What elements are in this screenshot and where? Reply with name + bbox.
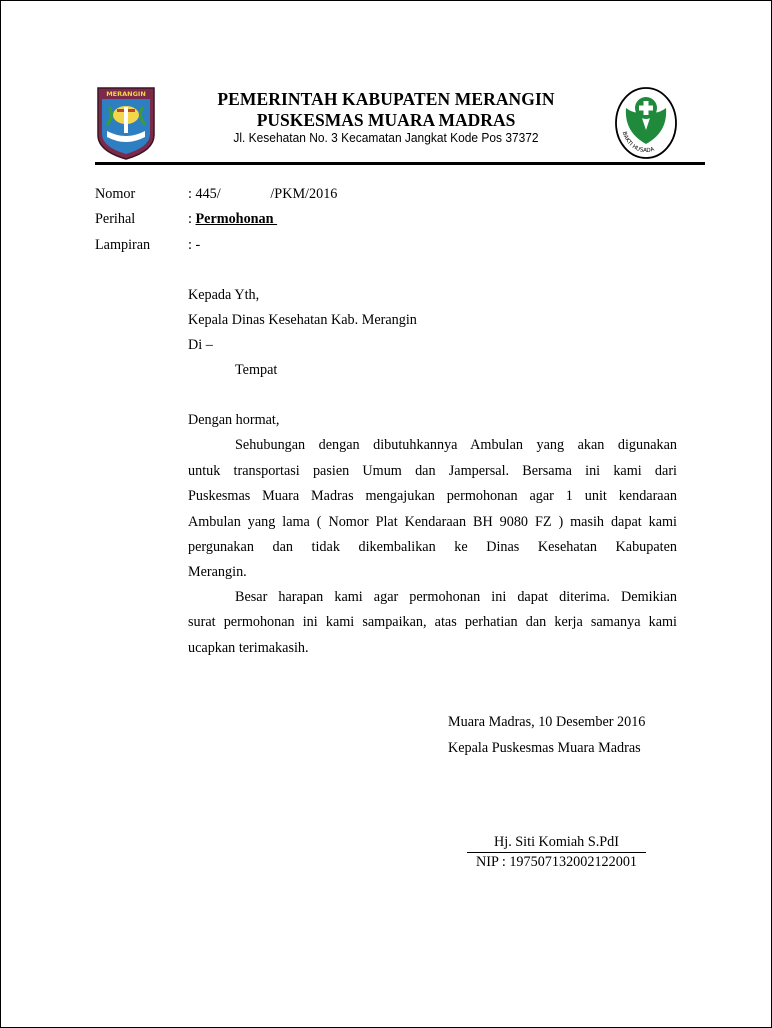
signer-name: Hj. Siti Komiah S.PdI [494,834,619,850]
signer-nip: NIP : 197507132002122001 [475,854,638,870]
paragraph-2-line-3: ucapkan terimakasih. [188,640,309,656]
paragraph-1-line-3: Puskesmas Muara Madras mengajukan permohonan agar 1 unit kendaraan [188,488,677,504]
lampiran-value: : - [188,237,201,253]
lampiran-label: Lampiran [95,237,151,253]
recipient-place: Tempat [235,362,278,378]
signature-underline [467,852,646,853]
header-government-name: PEMERINTAH KABUPATEN MERANGIN [217,89,555,109]
perihal-label: Perihal [95,211,136,227]
paragraph-2-line-2: surat permohonan ini kami sampaikan, atas perhatian dan kerja samanya kami [188,614,677,630]
perihal-value: Permohonan [195,211,278,227]
perihal-colon: : [188,211,192,227]
closing-position: Kepala Puskesmas Muara Madras [448,740,641,756]
recipient-di: Di – [188,337,213,353]
logo-left-text: MERANGIN [106,90,146,98]
merangin-emblem-logo [95,85,157,161]
paragraph-1-line-2: untuk transportasi pasien Umum dan Jampersal. Bersama ini kami dari [188,463,677,479]
closing-place-date: Muara Madras, 10 Desember 2016 [448,714,646,730]
perihal-row [188,211,277,228]
recipient-greeting: Kepada Yth, [188,287,260,303]
header-divider [95,162,705,165]
bakti-husada-logo [614,86,678,160]
paragraph-1-line-4: Ambulan yang lama ( Nomor Plat Kendaraan BH 9080 FZ ) masih dapat kami [188,514,677,530]
salutation: Dengan hormat, [188,412,280,428]
recipient-name: Kepala Dinas Kesehatan Kab. Merangin [188,312,417,328]
nomor-label: Nomor [95,186,136,202]
header-institution-name: PUSKESMAS MUARA MADRAS [256,110,516,130]
paragraph-2-line-1: Besar harapan kami agar permohonan ini dapat diterima. Demikian [235,589,677,605]
nomor-value: : 445/ /PKM/2016 [188,186,338,202]
logo-right-text: BAKTI HUSADA [620,131,656,155]
header-address: Jl. Kesehatan No. 3 Kecamatan Jangkat Kode Pos 37372 [233,130,539,145]
paragraph-1-line-5: pergunakan dan tidak dikembalikan ke Dinas Kesehatan Kabupaten [188,539,677,555]
paragraph-1-line-6: Merangin. [188,564,247,580]
paragraph-1-line-1: Sehubungan dengan dibutuhkannya Ambulan yang akan digunakan [235,437,677,453]
